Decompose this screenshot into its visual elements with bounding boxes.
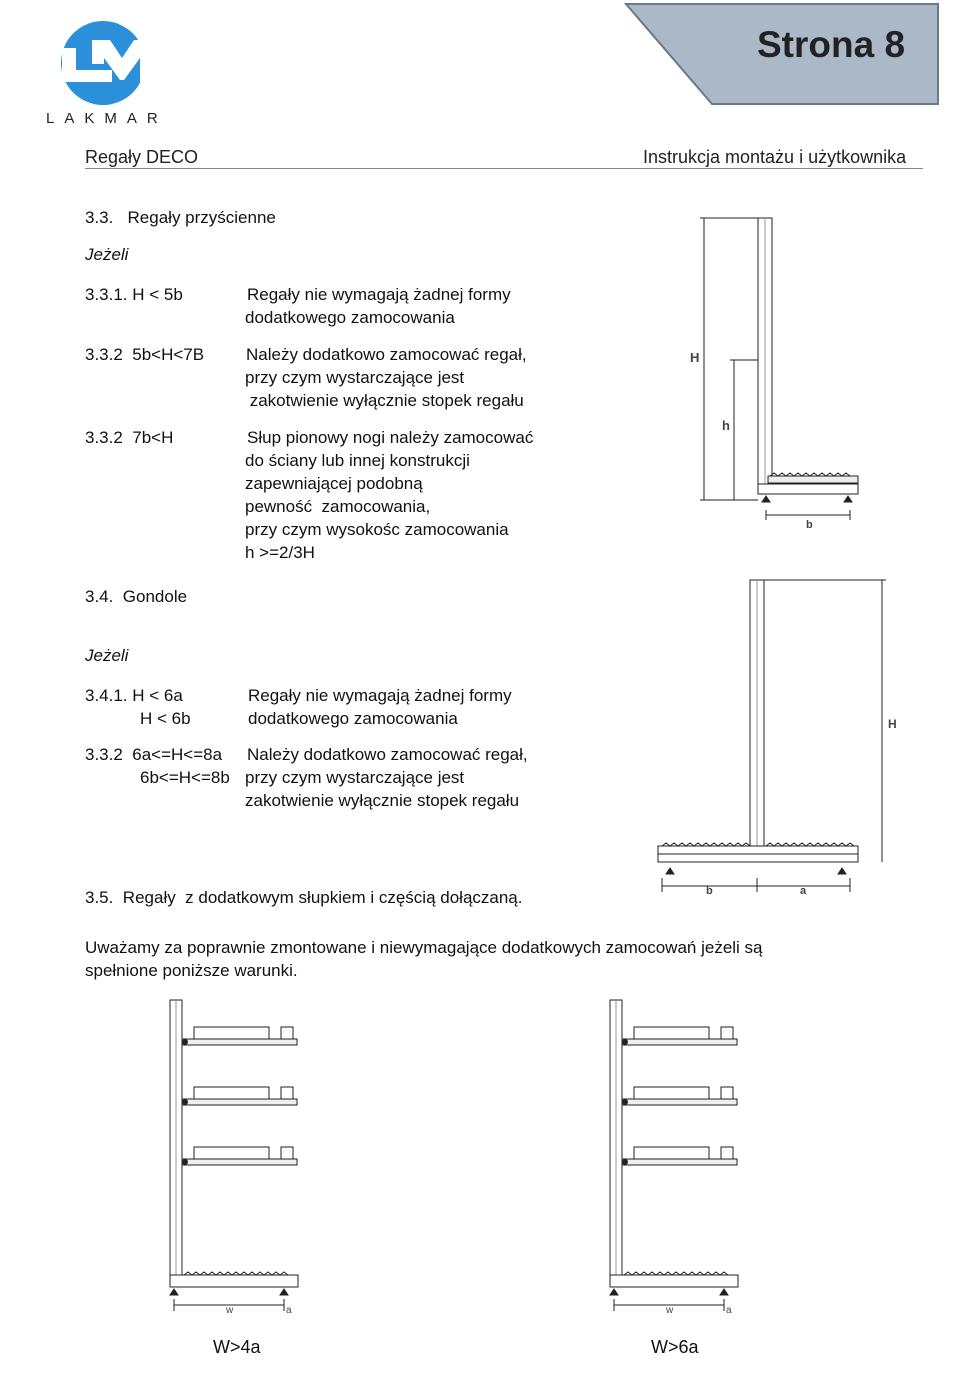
item-3-3-2-line: zakotwienie wyłącznie stopek regału [245, 391, 524, 410]
section-3-3-heading: 3.3. Regały przyścienne [85, 208, 276, 227]
section-3-5-heading: 3.5. Regały z dodatkowym słupkiem i częścią dołączaną. [85, 888, 523, 907]
width-w-label: w [226, 1305, 234, 1315]
diagram-4-caption: W>6a [651, 1337, 699, 1357]
page-tag [622, 0, 944, 110]
depth-b-label: b [806, 519, 813, 531]
section-3-5-paragraph: Uważamy za poprawnie zmontowane i niewymagające dodatkowych zamocowań jeżeli są [85, 938, 763, 957]
logo-text: LAKMAR [46, 110, 168, 127]
depth-b-label: b [706, 885, 713, 897]
page-number: Strona 8 [757, 24, 906, 65]
item-3-3-2b-number: 3.3.2 7b<H [85, 428, 174, 447]
doc-subtitle: Instrukcja montażu i użytkownika [643, 147, 907, 167]
height-h-label: h [722, 418, 730, 433]
depth-a-label: a [286, 1305, 292, 1315]
depth-a-label: a [800, 885, 807, 897]
item-3-3-2b-line: przy czym wysokośc zamocowania [245, 520, 509, 539]
gondola-diagram [650, 572, 910, 902]
item-3-3-2b-line: Słup pionowy nogi należy zamocować [247, 428, 534, 447]
shelf-with-post-diagram-2 [590, 995, 770, 1315]
width-w-label: w [666, 1305, 674, 1315]
depth-a-label: a [726, 1305, 732, 1315]
height-H-label: H [888, 717, 897, 731]
item-3-3-2b-line: pewność zamocowania, [245, 497, 431, 516]
shelf-with-post-diagram-1 [150, 995, 330, 1315]
item-3-4-2-line: Należy dodatkowo zamocować regał, [247, 745, 528, 764]
section-3-4-heading: 3.4. Gondole [85, 587, 188, 606]
diagram-3-caption: W>4a [213, 1337, 261, 1357]
section-3-3-condition: Jeżeli [85, 245, 129, 264]
shelf-level [182, 1027, 297, 1045]
shelf-level [622, 1147, 737, 1165]
item-3-3-2-line: Należy dodatkowo zamocować regał, [246, 345, 527, 364]
shelf-level [622, 1027, 737, 1045]
section-3-5-paragraph: spełnione poniższe warunki. [85, 961, 298, 980]
item-3-4-2-number: 3.3.2 6a<=H<=8a [85, 745, 223, 764]
height-H-label: H [690, 350, 700, 365]
section-3-4-condition: Jeżeli [85, 646, 129, 665]
item-3-4-1-line: dodatkowego zamocowania [248, 709, 458, 728]
wall-shelf-diagram [680, 210, 880, 540]
lakmar-logo [40, 18, 180, 130]
item-3-4-1-number: 3.4.1. H < 6a [85, 686, 183, 705]
item-3-4-2-number-2: 6b<=H<=8b [140, 768, 230, 787]
item-3-4-1-number-2: H < 6b [140, 709, 191, 728]
item-3-3-1-line: Regały nie wymagają żadnej formy [247, 285, 511, 304]
item-3-3-2b-line: h >=2/3H [245, 543, 315, 562]
doc-title: Regały DECO [85, 147, 199, 167]
item-3-3-2-line: przy czym wystarczające jest [245, 368, 465, 387]
item-3-4-1-line: Regały nie wymagają żadnej formy [248, 686, 512, 705]
item-3-3-2b-line: zapewniającej podobną [245, 474, 423, 493]
item-3-3-2-number: 3.3.2 5b<H<7B [85, 345, 205, 364]
item-3-4-2-line: przy czym wystarczające jest [245, 768, 465, 787]
shelf-level [622, 1087, 737, 1105]
shelf-level [182, 1087, 297, 1105]
shelf-level [182, 1147, 297, 1165]
item-3-3-1-number: 3.3.1. H < 5b [85, 285, 183, 304]
item-3-3-2b-line: do ściany lub innej konstrukcji [245, 451, 470, 470]
item-3-3-1-line: dodatkowego zamocowania [245, 308, 455, 327]
item-3-4-2-line: zakotwienie wyłącznie stopek regału [245, 791, 520, 810]
header-divider [85, 168, 923, 169]
